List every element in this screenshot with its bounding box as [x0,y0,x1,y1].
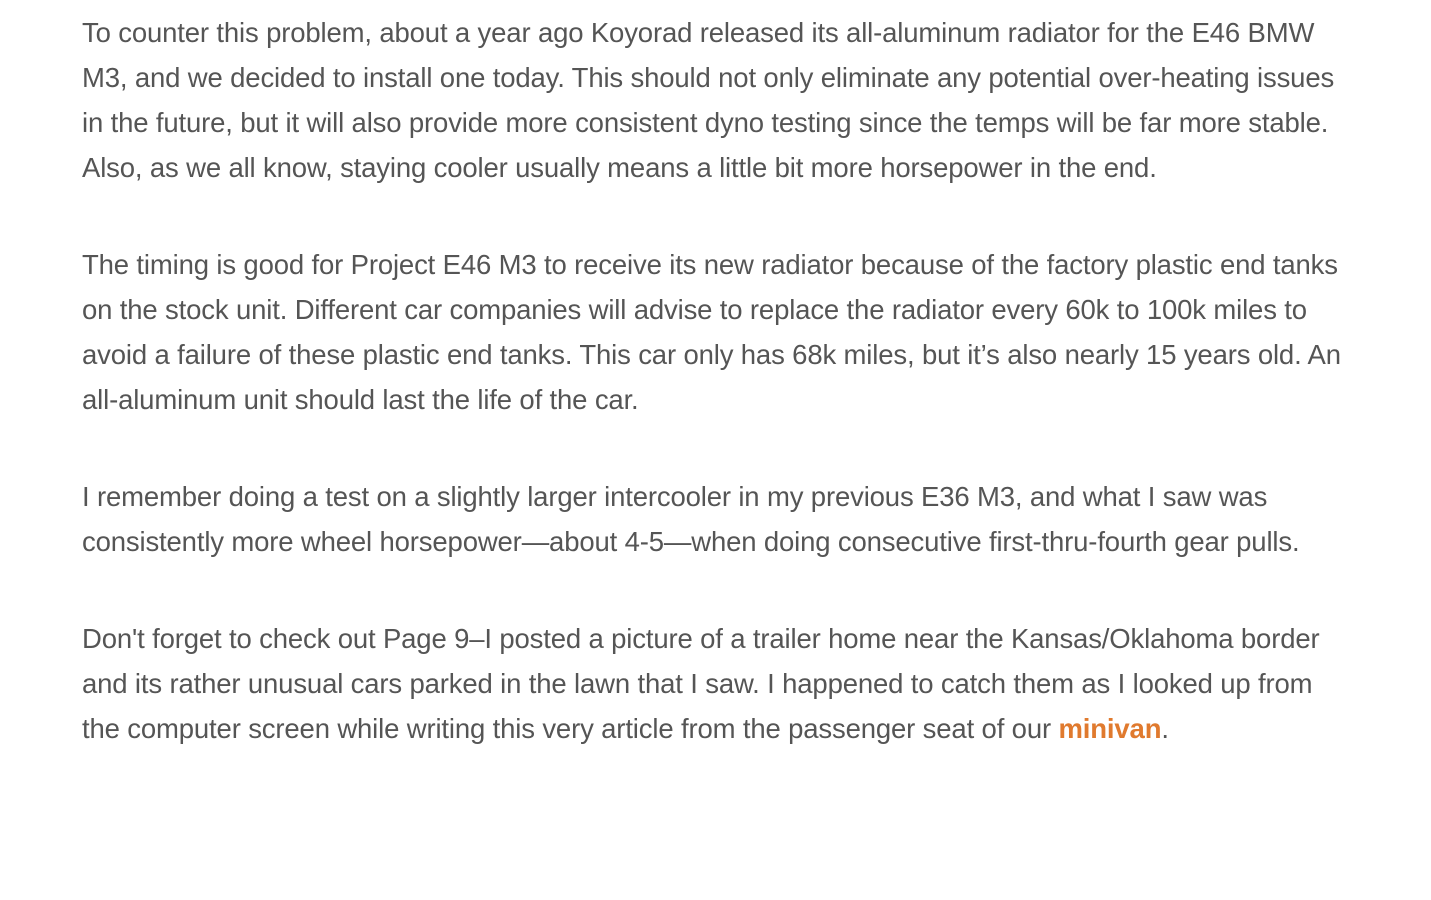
closing-period: . [1161,713,1169,744]
paragraph-intercooler-test: I remember doing a test on a slightly larger intercooler in my previous E36 M3, and what I saw was consistently more wheel horsepower—about 4-5—when doing consecutive first-thru-fourth gear pulls. [82,481,1300,557]
paragraph-closing [82,616,1352,751]
paragraph-timing: The timing is good for Project E46 M3 to receive its new radiator because of the factory plastic end tanks on the stock unit. Different car companies will advise to replace the radiator every 60k to 100k miles to avoid a failure of these plastic end tanks. This car only has 68k miles, but it’s also nearly 15 years old. An all-aluminum unit should last the life of the car. [82,249,1341,415]
closing-text: Don't forget to check out Page 9–I posted a picture of a trailer home near the Kansas/Oklahoma border and its rather unusual cars parked in the lawn that I saw. I happened to catch them as I looked up from the computer screen while writing this very article from the passenger seat of our [82,623,1320,744]
minivan-link[interactable]: minivan [1058,713,1162,744]
article-body [82,10,1352,751]
paragraph-radiator-intro: To counter this problem, about a year ago Koyorad released its all-aluminum radiator for the E46 BMW M3, and we decided to install one today. This should not only eliminate any potential over-heating issues in the future, but it will also provide more consistent dyno testing since the temps will be far more stable. Also, as we all know, staying cooler usually means a little bit more horsepower in the end. [82,17,1335,183]
